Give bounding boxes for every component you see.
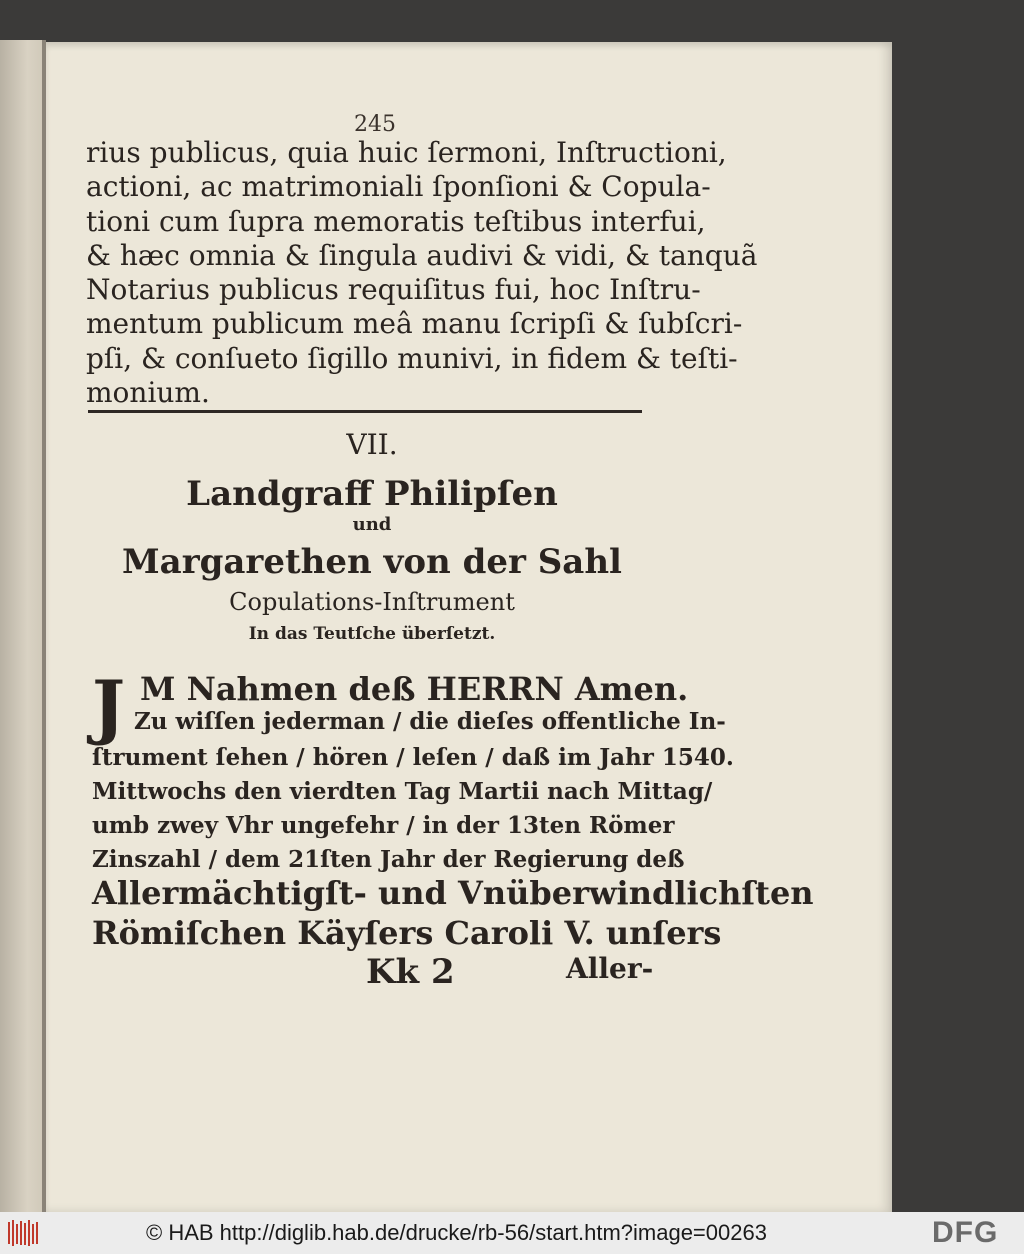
text-line: Allermächtigſt- und Vnüberwindlichſten <box>92 874 814 912</box>
text-line: & hæc omnia & ſingula audivi & vidi, & tanquã <box>86 238 758 272</box>
signature-mark: Kk 2 <box>366 952 455 992</box>
source-link[interactable]: © HAB http://diglib.hab.de/drucke/rb-56/start.htm?image=00263 <box>146 1220 767 1245</box>
section-number: VII. <box>346 428 398 461</box>
text-line: rius publicus, quia huic ſermoni, Inſtructioni, <box>86 136 727 169</box>
text-line: tioni cum ſupra memoratis teſtibus interfui, <box>86 204 706 238</box>
text-line: Notarius publicus requiſitus fui, hoc Inſtru- <box>86 273 701 307</box>
text-line: ſtrument ſehen / hören / leſen / daß im Jahr 1540. <box>92 744 734 771</box>
text-line: Zinszahl / dem 21ſten Jahr der Regierung deß <box>92 846 685 873</box>
section-title-und: und <box>352 514 392 535</box>
section-subtitle: Copulations-Inſtrument <box>229 588 515 616</box>
hab-barcode-logo-icon <box>6 1218 42 1248</box>
section-title-line2: Margarethen von der Sahl <box>122 542 622 582</box>
section-note: In das Teutſche überſetzt. <box>248 624 496 644</box>
text-line: Zu wiſſen jederman / die dieſes offentliche In- <box>134 708 726 735</box>
section-divider <box>88 410 642 413</box>
drop-cap: J <box>92 665 126 748</box>
section-title-line1: Landgraff Philipſen <box>186 474 558 514</box>
catchword: Aller- <box>566 952 654 985</box>
latin-paragraph <box>86 136 758 410</box>
previous-page-edge <box>0 40 46 1212</box>
text-line: actioni, ac matrimoniali ſponſioni & Copula- <box>86 170 711 204</box>
text-line: pſi, & conſueto ſigillo munivi, in fidem & teſti- <box>86 341 738 375</box>
text-line: mentum publicum meâ manu ſcripſi & ſubſcri- <box>86 307 743 341</box>
dfg-logo: DFG <box>932 1216 999 1249</box>
page-number: 245 <box>354 112 396 137</box>
text-line: umb zwey Vhr ungefehr / in der 13ten Römer <box>92 812 675 839</box>
text-line: monium. <box>86 376 210 410</box>
text-line: Römiſchen Käyſers Caroli V. unſers <box>92 914 722 952</box>
text-line: M Nahmen deß HERRN Amen. <box>140 670 689 708</box>
text-line: Mittwochs den vierdten Tag Martii nach Mittag/ <box>92 778 713 805</box>
